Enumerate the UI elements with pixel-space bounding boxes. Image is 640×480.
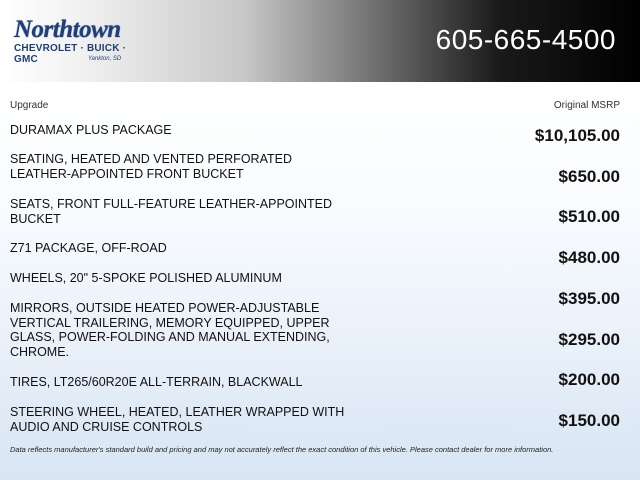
price-value: $295.00 (558, 330, 620, 349)
price-value: $150.00 (558, 411, 620, 430)
disclaimer-footnote: Data reflects manufacturer's standard build and pricing and may not accurately reflect the exact condition of this vehicle. Please contact dealer for more information. (10, 445, 554, 454)
logo-town: Yankton, SD (88, 56, 122, 62)
dealer-phone: 605-665-4500 (435, 24, 616, 55)
upgrade-item: DURAMAX PLUS PACKAGE (10, 123, 172, 137)
msrp-column-header: Original MSRP (553, 100, 620, 111)
upgrade-column-header: Upgrade (10, 100, 49, 111)
price-value: $480.00 (558, 248, 620, 267)
upgrade-item: Z71 PACKAGE, OFF-ROAD (10, 241, 167, 255)
upgrade-item: SEATS, FRONT FULL-FEATURE LEATHER-APPOINTED BUCKET (10, 197, 333, 226)
logo-brands: CHEVROLET · BUICK · GMC (14, 43, 127, 65)
price-value: $200.00 (558, 370, 620, 389)
dealer-logo (12, 16, 132, 66)
upgrade-item: STEERING WHEEL, HEATED, LEATHER WRAPPED WITH AUDIO AND CRUISE CONTROLS (10, 405, 345, 434)
upgrade-item: MIRRORS, OUTSIDE HEATED POWER-ADJUSTABLE VERTICAL TRAILERING, MEMORY EQUIPPED, UPPER GLASS, POWER-FOLDING AND MANUAL EXTENDING, CHROME. (10, 301, 330, 359)
upgrade-item: TIRES, LT265/60R20E ALL-TERRAIN, BLACKWALL (10, 375, 303, 389)
upgrade-item: SEATING, HEATED AND VENTED PERFORATED LEATHER-APPOINTED FRONT BUCKET (10, 152, 292, 181)
price-value: $10,105.00 (534, 126, 620, 145)
header-banner (0, 0, 640, 82)
price-value: $510.00 (558, 207, 620, 226)
upgrades-panel (0, 82, 640, 480)
price-value: $650.00 (558, 167, 620, 186)
upgrade-item: WHEELS, 20" 5-SPOKE POLISHED ALUMINUM (10, 271, 282, 285)
logo-name: Northtown (14, 16, 121, 43)
price-value: $395.00 (558, 289, 620, 308)
